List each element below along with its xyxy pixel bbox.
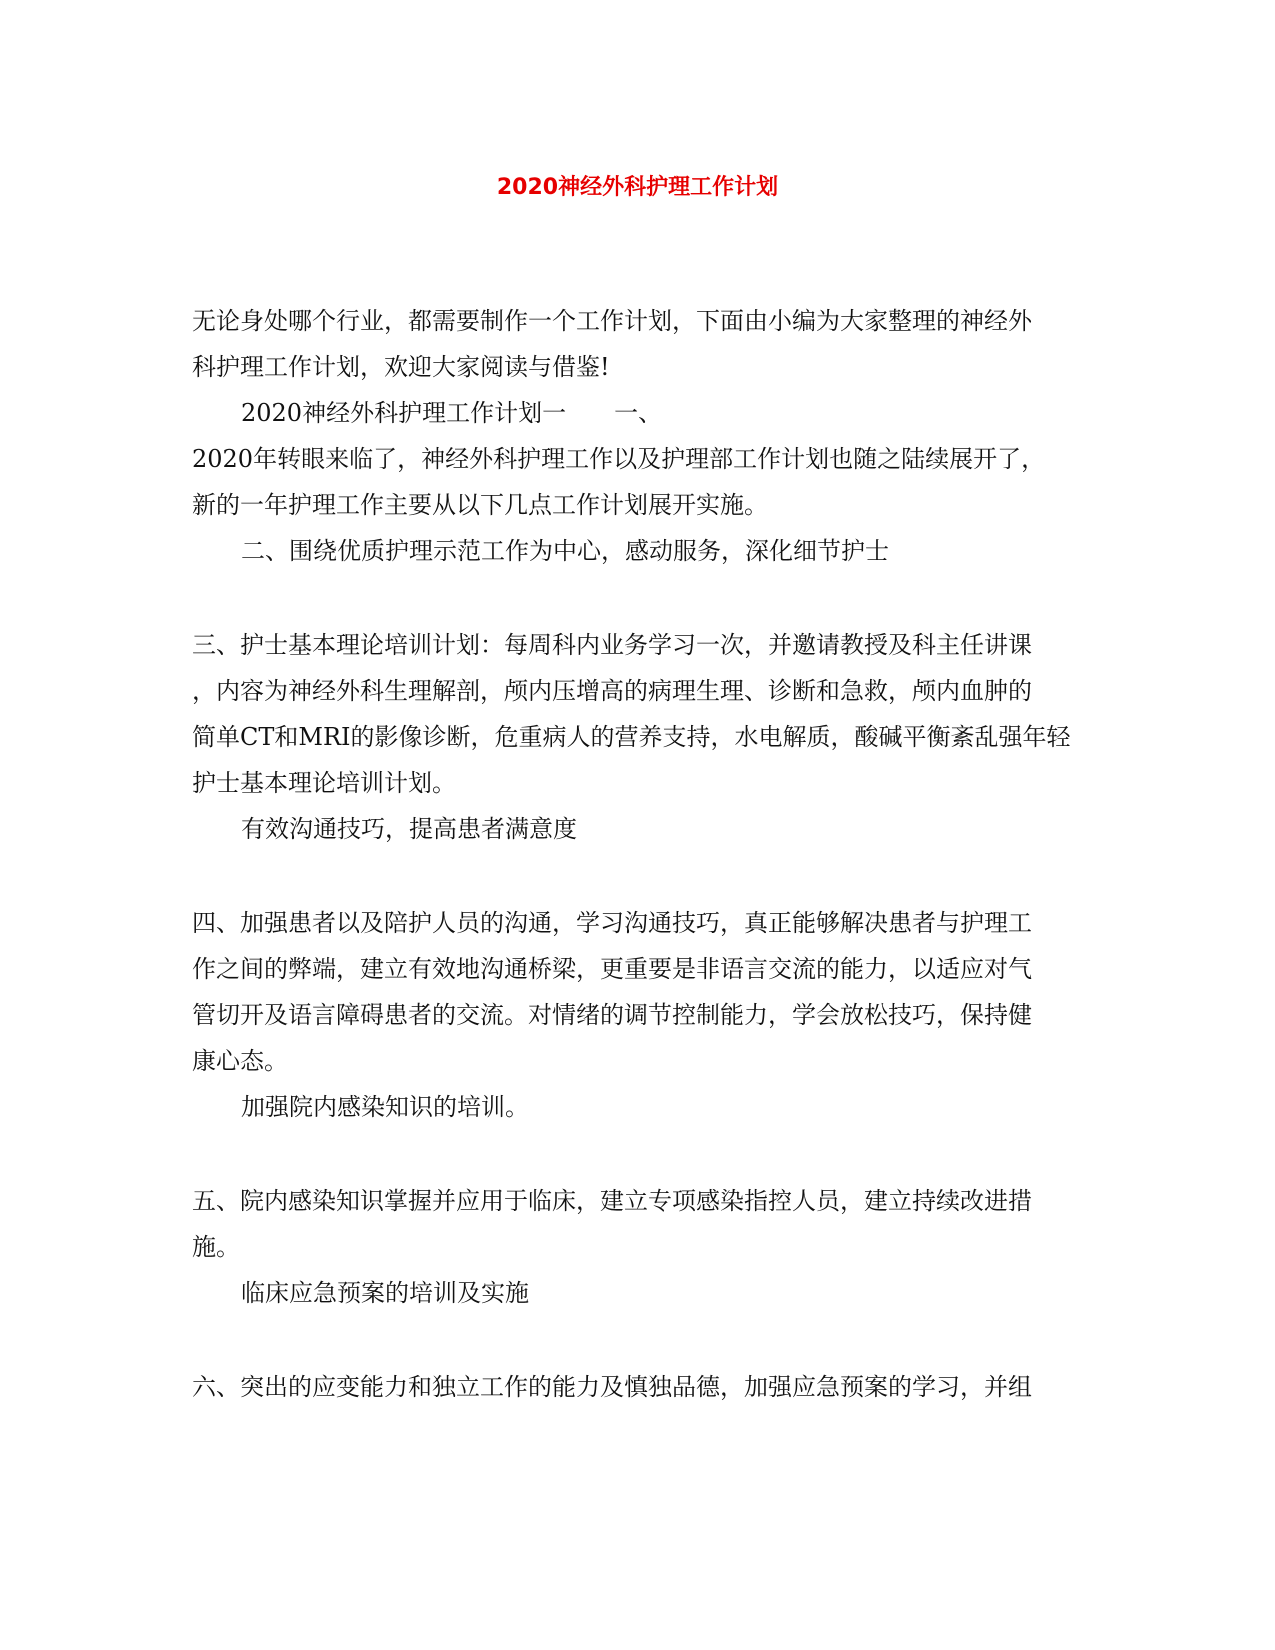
section-4-line-4: 康心态。 [192, 1047, 288, 1075]
subheading-communication: 有效沟通技巧，提高患者满意度 [241, 815, 577, 843]
section-3-line-4: 护士基本理论培训计划。 [192, 769, 456, 797]
section-2-line-1: 二、围绕优质护理示范工作为中心，感动服务，深化细节护士 [241, 537, 889, 565]
document-title: 2020神经外科护理工作计划 [496, 175, 779, 200]
section-4-line-1: 四、加强患者以及陪护人员的沟通，学习沟通技巧，真正能够解决患者与护理工 [192, 909, 1032, 937]
intro-line-2: 科护理工作计划，欢迎大家阅读与借鉴! [192, 353, 610, 381]
section-4-line-2: 作之间的弊端，建立有效地沟通桥梁，更重要是非语言交流的能力，以适应对气 [192, 955, 1032, 983]
section-6-line-1: 六、突出的应变能力和独立工作的能力及慎独品德，加强应急预案的学习，并组 [192, 1373, 1032, 1401]
section-5-line-2: 施。 [192, 1233, 240, 1261]
plan-heading: 2020神经外科护理工作计划一 一、 [241, 399, 663, 427]
section-1-line-1: 2020年转眼来临了，神经外科护理工作以及护理部工作计划也随之陆续展开了， [192, 445, 1046, 473]
section-3-line-1: 三、护士基本理论培训计划：每周科内业务学习一次，并邀请教授及科主任讲课 [192, 631, 1032, 659]
section-3-line-2: ，内容为神经外科生理解剖，颅内压增高的病理生理、诊断和急救，颅内血肿的 [192, 677, 1032, 705]
intro-line-1: 无论身处哪个行业，都需要制作一个工作计划，下面由小编为大家整理的神经外 [192, 307, 1032, 335]
section-1-line-2: 新的一年护理工作主要从以下几点工作计划展开实施。 [192, 491, 768, 519]
section-5-line-1: 五、院内感染知识掌握并应用于临床，建立专项感染指控人员，建立持续改进措 [192, 1187, 1032, 1215]
subheading-infection: 加强院内感染知识的培训。 [241, 1093, 529, 1121]
section-3-line-3: 简单CT和MRI的影像诊断，危重病人的营养支持，水电解质，酸碱平衡紊乱强年轻 [192, 723, 1071, 751]
section-4-line-3: 管切开及语言障碍患者的交流。对情绪的调节控制能力，学会放松技巧，保持健 [192, 1001, 1032, 1029]
subheading-emergency: 临床应急预案的培训及实施 [241, 1279, 529, 1307]
